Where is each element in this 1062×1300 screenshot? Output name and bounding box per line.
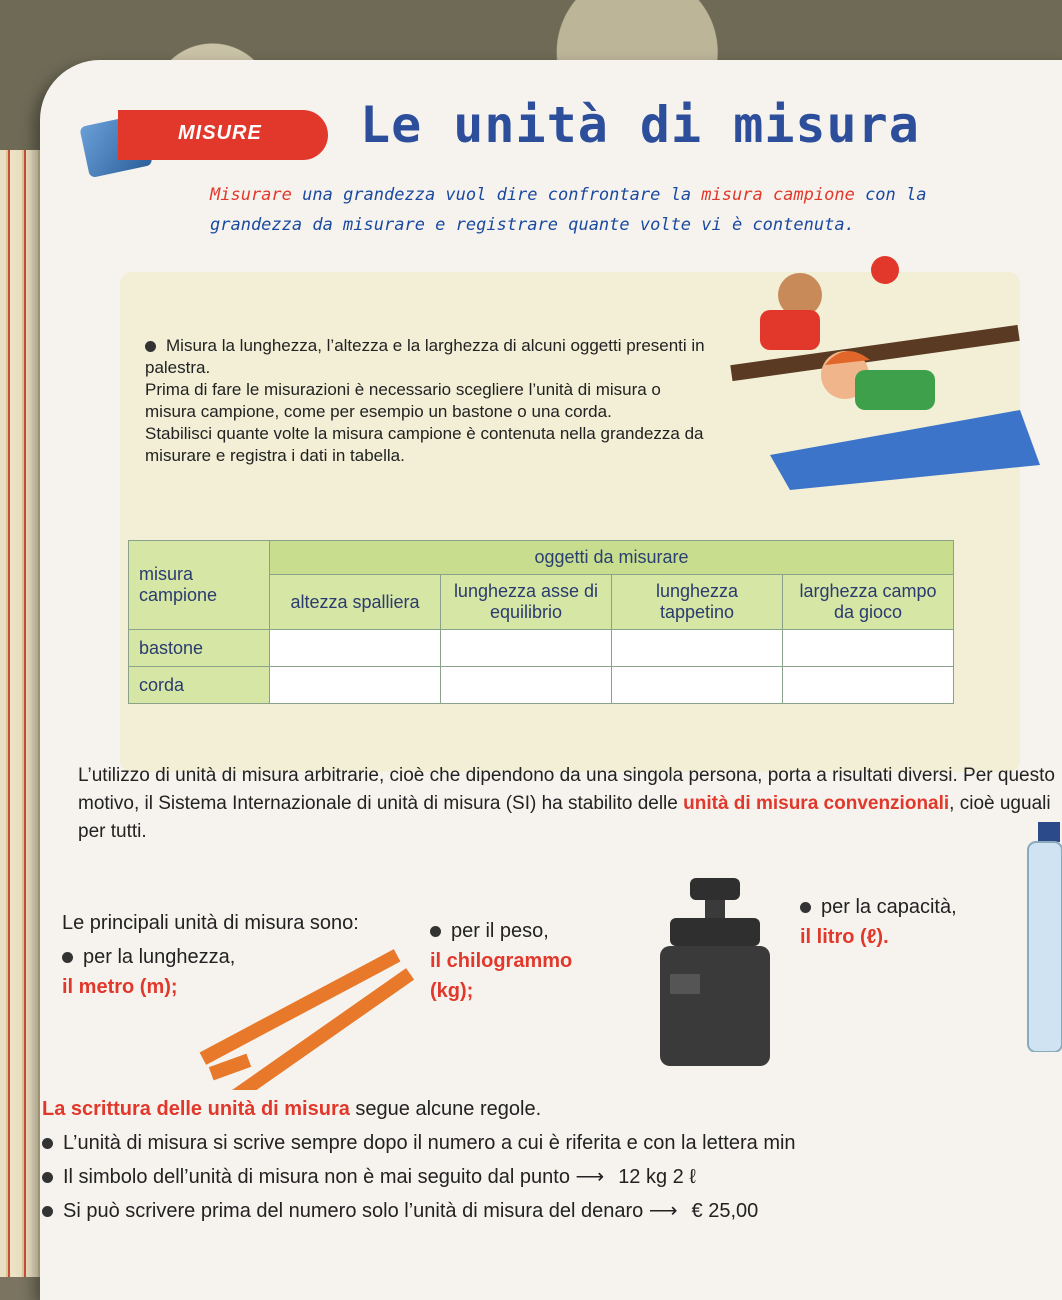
body-highlight: unità di misura convenzionali (683, 793, 950, 814)
rule-example: 12 kg 2 ℓ (618, 1166, 696, 1188)
unit-length: per la lunghezza, il metro (m); (62, 942, 235, 1002)
bullet-icon (42, 1206, 53, 1217)
table-column-header: lunghezza tappetino (612, 575, 783, 630)
arrow-icon: ⟶ (575, 1166, 605, 1188)
bullet-icon (430, 926, 441, 937)
lead-highlight-2: misura campione (701, 185, 855, 205)
table-cell[interactable] (612, 667, 783, 704)
measurement-table (128, 540, 954, 704)
unit-weight: per il peso, il chilogrammo (kg); (430, 916, 572, 1006)
activity-p2: Prima di fare le misurazioni è necessario scegliere l’unità di misura o misura campione, come per esempio un bastone o una corda. (145, 380, 661, 421)
table-cell[interactable] (612, 630, 783, 667)
body-paragraph: L’utilizzo di unità di misura arbitrarie, cioè che dipendono da una singola persona, porta a risultati diversi. Per questo motivo, il Sistema Internazionale di unità di misura (SI) ha stabilito delle unità di misura convenzionali, cioè uguali per tutti. (78, 765, 1055, 842)
bullet-icon (145, 341, 156, 352)
page-title: Le unità di misura (360, 96, 920, 154)
table-cell[interactable] (441, 630, 612, 667)
lead-text-2: con la grandezza da misurare e registrare quante volte vi è contenuta. (210, 185, 927, 235)
table-cell[interactable] (270, 667, 441, 704)
kilogram-weight-icon (650, 878, 780, 1068)
table-row (129, 667, 954, 704)
bullet-icon (800, 902, 811, 913)
table-corner: misura campione (129, 541, 270, 630)
activity-p1: Misura la lunghezza, l’altezza e la larghezza di alcuni oggetti presenti in palestra. (145, 336, 705, 377)
row-label: bastone (129, 630, 270, 667)
rule-item: Il simbolo dell’unità di misura non è mai seguito dal punto ⟶ 12 kg 2 ℓ (42, 1160, 1062, 1194)
arrow-icon: ⟶ (648, 1200, 678, 1222)
rule-example: € 25,00 (691, 1200, 759, 1222)
unit-capacity-value: il litro (ℓ). (800, 926, 889, 948)
table-row (129, 630, 954, 667)
kids-gym-illustration (730, 250, 1040, 490)
section-tag-label: MISURE (178, 122, 262, 144)
table-column-header: larghezza campo da gioco (783, 575, 954, 630)
activity-p3: Stabilisci quante volte la misura campione è contenuta nella grandezza da misurare e registra i dati in tabella. (145, 424, 704, 465)
table-cell[interactable] (441, 667, 612, 704)
table-cell[interactable] (783, 667, 954, 704)
water-bottle-icon (1020, 822, 1062, 1052)
rule-item: Si può scrivere prima del numero solo l’unità di misura del denaro ⟶ € 25,00 (42, 1194, 1062, 1228)
folding-ruler-icon (190, 920, 420, 1090)
row-label: corda (129, 667, 270, 704)
rules-section (42, 1092, 1062, 1228)
section-tag (118, 110, 328, 160)
bullet-icon (42, 1138, 53, 1149)
bullet-icon (42, 1172, 53, 1183)
unit-length-value: il metro (m); (62, 976, 178, 998)
lead-paragraph (210, 180, 990, 240)
table-group-header: oggetti da misurare (270, 541, 954, 575)
lead-highlight: Misurare (210, 185, 292, 205)
table-column-header: lunghezza asse di equilibrio (441, 575, 612, 630)
bullet-icon (62, 952, 73, 963)
unit-weight-value: il chilogrammo (430, 950, 573, 972)
unit-weight-symbol: (kg); (430, 980, 474, 1002)
table-cell[interactable] (270, 630, 441, 667)
table-cell[interactable] (783, 630, 954, 667)
table-column-header: altezza spalliera (270, 575, 441, 630)
activity-instructions (145, 335, 705, 467)
unit-capacity: per la capacità, il litro (ℓ). (800, 892, 957, 952)
units-intro: Le principali unità di misura sono: (62, 912, 359, 934)
rules-intro: La scrittura delle unità di misura segue alcune regole. (42, 1098, 542, 1120)
lead-text: una grandezza vuol dire confrontare la (291, 185, 702, 205)
rule-item: L’unità di misura si scrive sempre dopo il numero a cui è riferita e con la lettera min (42, 1126, 1062, 1160)
